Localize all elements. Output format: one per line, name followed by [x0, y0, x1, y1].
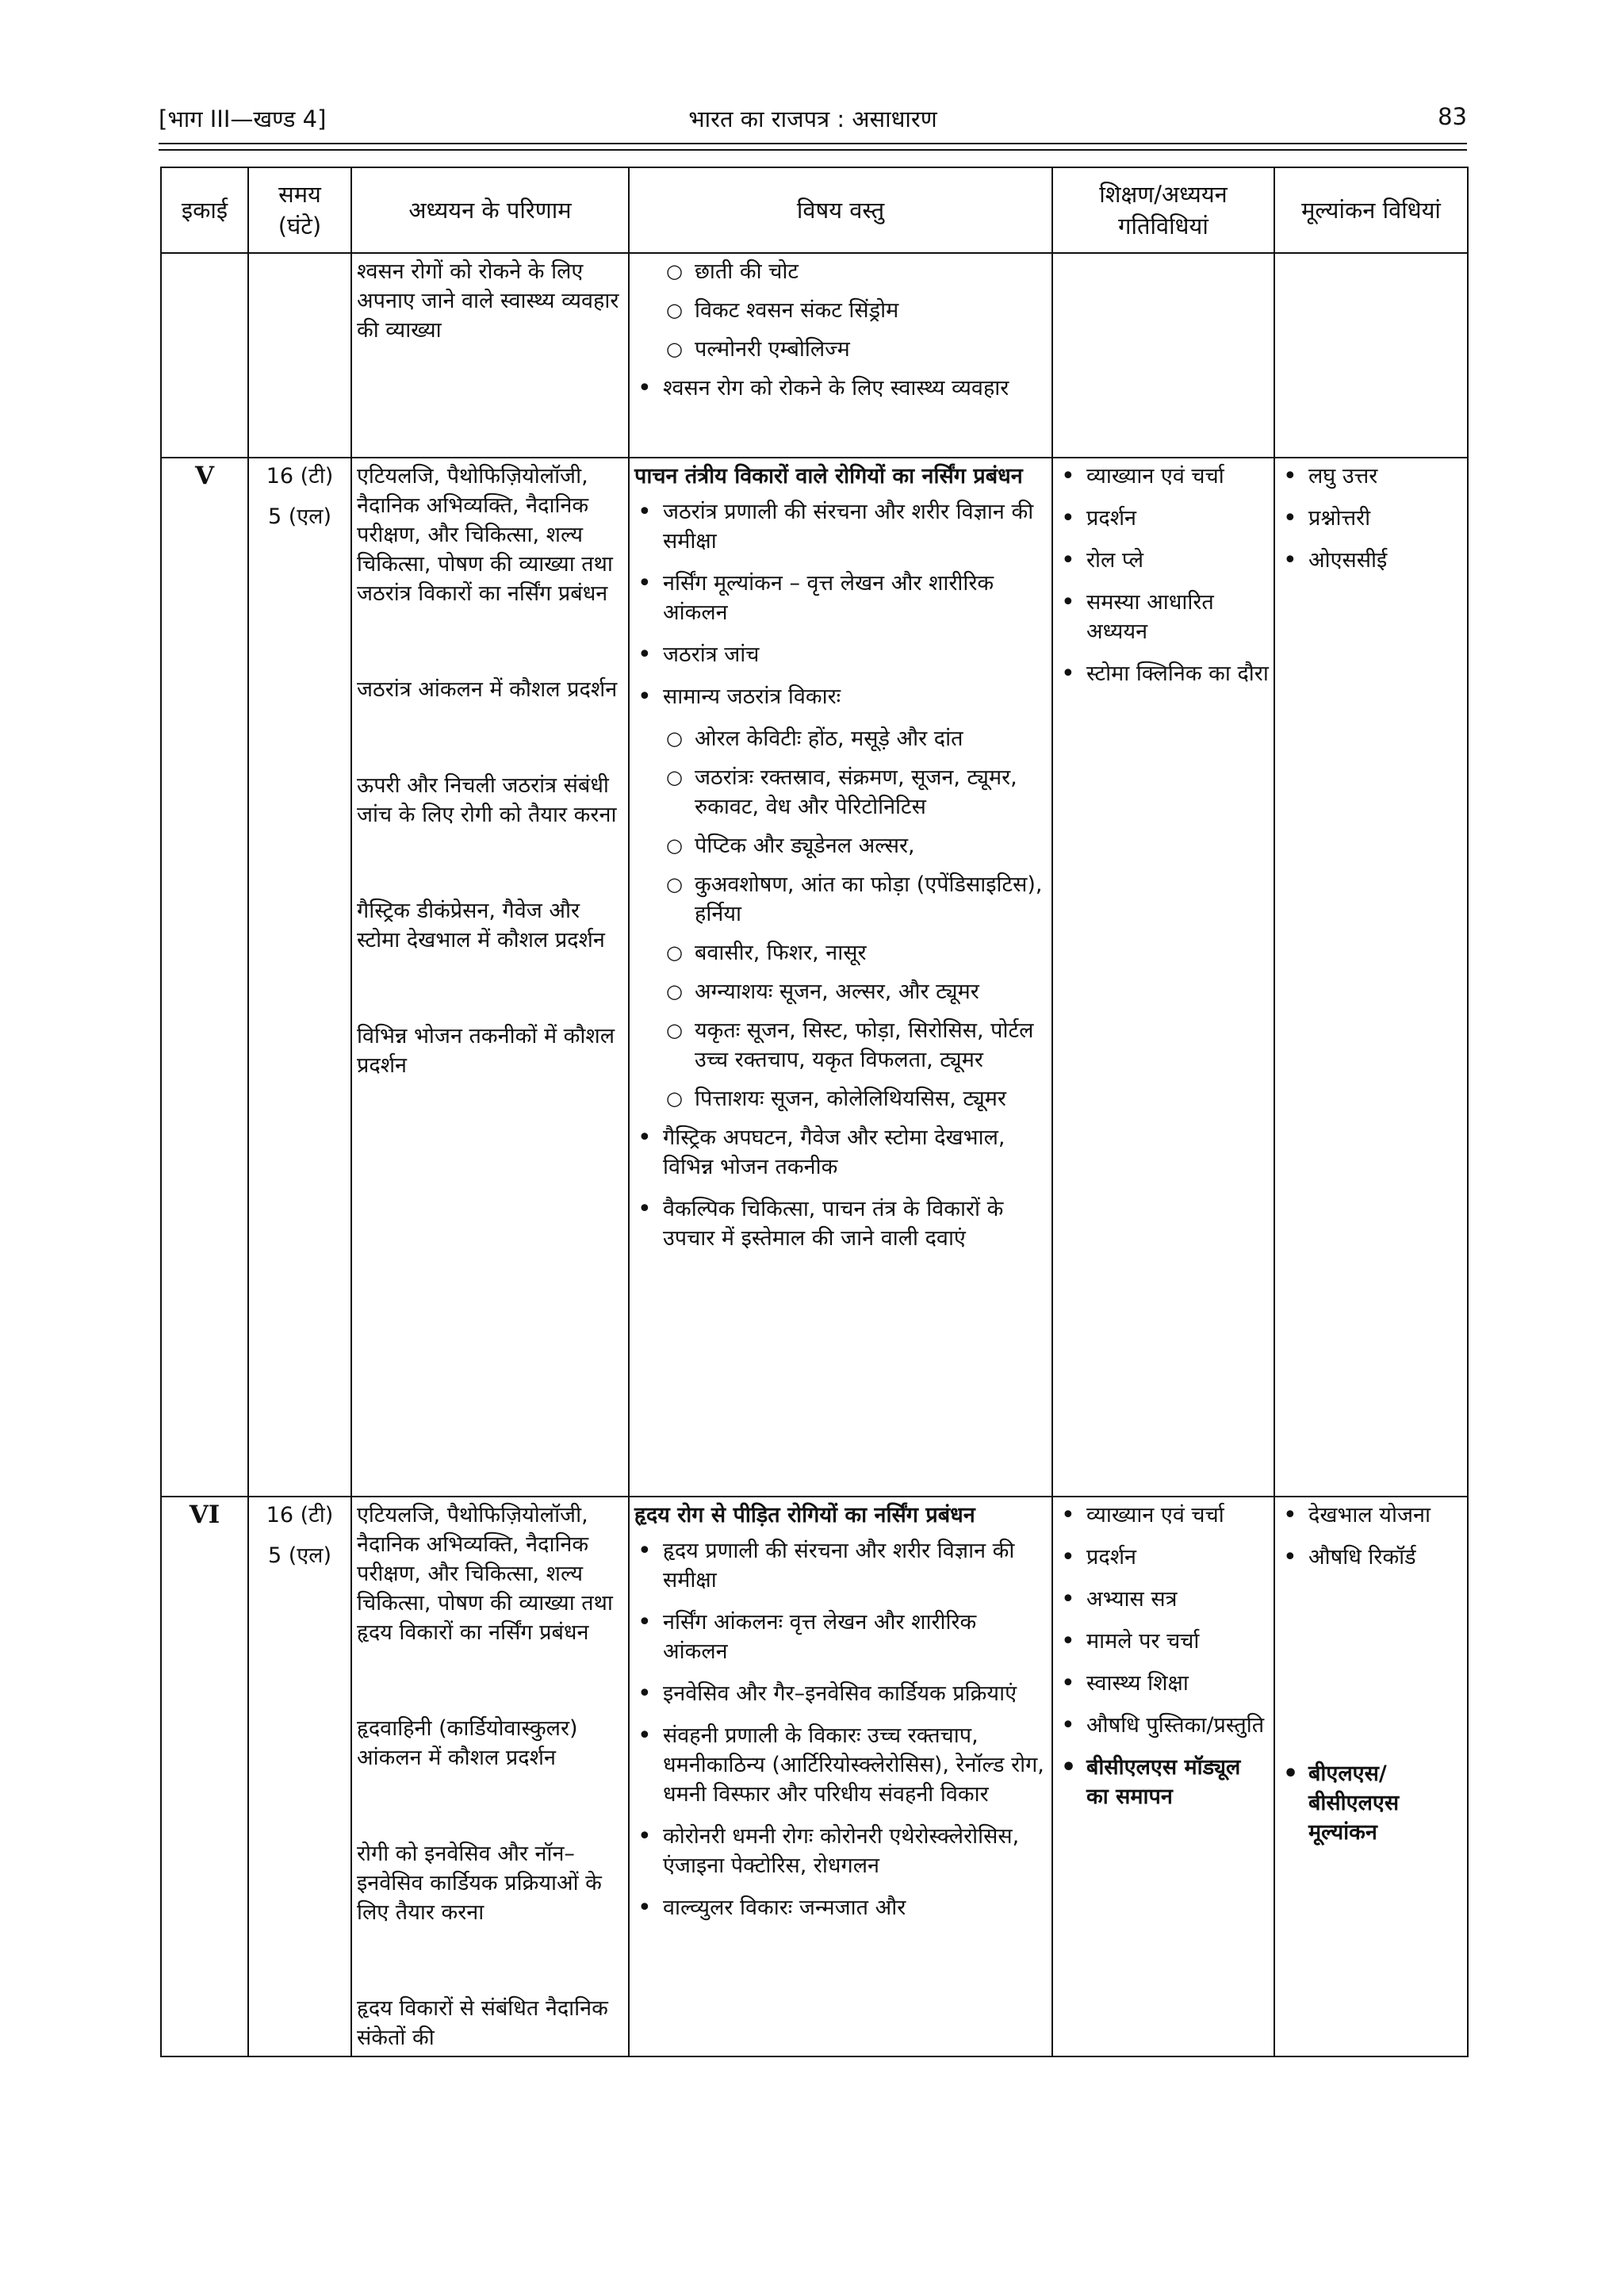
theory-hours: 16 (टी) [266, 464, 334, 489]
outcomes-cell [351, 1497, 629, 2056]
column-header-activities: शिक्षण/अध्ययन गतिविधियां [1052, 167, 1274, 253]
unit-cell: V [161, 458, 248, 1497]
page-header [159, 103, 1467, 138]
list-item: • जठरांत्र प्रणाली की संरचना और शरीर विज्ञान की समीक्षा [634, 497, 1047, 556]
outcomes-cell [351, 253, 629, 458]
outcome-text: हृदय विकारों से संबंधित नैदानिक संकेतों की [357, 1996, 608, 2050]
gazette-title: भारत का राजपत्र : असाधारण [688, 105, 937, 132]
content-list [634, 1123, 1047, 1253]
lab-hours: 5 (एल) [267, 1543, 332, 1568]
list-item: • ओएससीई [1280, 546, 1462, 575]
list-item: ○ बवासीर, फिशर, नासूर [634, 938, 1047, 968]
list-item: • बीसीएलएस मॉड्यूल का समापन [1058, 1753, 1269, 1811]
header-rule-bottom [159, 149, 1467, 151]
list-item: ○ कुअवशोषण, आंत का फोड़ा (एपेंडिसाइटिस), हर्निया [634, 870, 1047, 929]
evaluation-list [1280, 1501, 1462, 1847]
lab-hours: 5 (एल) [267, 504, 332, 529]
list-item: • मामले पर चर्चा [1058, 1627, 1269, 1656]
activities-list [1058, 462, 1269, 688]
content-cell [629, 1497, 1052, 2056]
list-item: • सामान्य जठरांत्र विकारः [634, 682, 1047, 711]
table-row [161, 1497, 1468, 2056]
list-item: • समस्या आधारित अध्ययन [1058, 588, 1269, 646]
outcome-text: एटियलजि, पैथोफिज़ियोलॉजी, नैदानिक अभिव्यक्ति, नैदानिक परीक्षण, और चिकित्सा, शल्य चिकित्सा, पोषण की व्याख्या तथा हृदय विकारों का नर्सिंग प्रबंधन [357, 1503, 613, 1645]
list-item: • श्वसन रोग को रोकने के लिए स्वास्थ्य व्यवहार [634, 374, 1047, 403]
list-item: • जठरांत्र जांच [634, 640, 1047, 669]
list-item: ○ छाती की चोट [634, 257, 1047, 286]
list-item: ○ जठरांत्रः रक्तस्राव, संक्रमण, सूजन, ट्यूमर, रुकावट, वेध और पेरिटोनिटिस [634, 763, 1047, 822]
unit-cell [161, 253, 248, 458]
content-heading: पाचन तंत्रीय विकारों वाले रोगियों का नर्सिंग प्रबंधन [634, 464, 1023, 489]
list-item: • देखभाल योजना [1280, 1501, 1462, 1530]
list-item: • नर्सिंग आंकलनः वृत्त लेखन और शारीरिक आंकलन [634, 1608, 1047, 1666]
column-header-evaluation: मूल्यांकन विधियां [1274, 167, 1468, 253]
list-item: • बीएलएस/ बीसीएलएस मूल्यांकन [1280, 1759, 1462, 1847]
syllabus-table [160, 167, 1469, 2057]
list-item: ○ विकट श्वसन संकट सिंड्रोम [634, 296, 1047, 325]
time-cell [248, 458, 351, 1497]
outcome-text: गैस्ट्रिक डीकंप्रेसन, गैवेज और स्टोमा देखभाल में कौशल प्रदर्शन [357, 899, 605, 953]
list-item: ○ ओरल केविटीः होंठ, मसूड़े और दांत [634, 724, 1047, 753]
column-header-outcomes: अध्ययन के परिणाम [351, 167, 629, 253]
evaluation-cell [1274, 1497, 1468, 2056]
list-item: ○ पित्ताशयः सूजन, कोलेलिथियसिस, ट्यूमर [634, 1084, 1047, 1114]
list-item: • अभ्यास सत्र [1058, 1585, 1269, 1614]
theory-hours: 16 (टी) [266, 1503, 334, 1527]
list-item: • व्याख्यान एवं चर्चा [1058, 462, 1269, 491]
outcome-text: एटियलजि, पैथोफिज़ियोलॉजी, नैदानिक अभिव्यक्ति, नैदानिक परीक्षण, और चिकित्सा, शल्य चिकित्सा, पोषण की व्याख्या तथा जठरांत्र विकारों का नर्सिंग प्रबंधन [357, 464, 613, 606]
list-item: • प्रश्नोत्तरी [1280, 504, 1462, 533]
content-cell [629, 458, 1052, 1497]
list-item: ○ पेप्टिक और ड्यूडेनल अल्सर, [634, 831, 1047, 861]
outcome-text: हृदवाहिनी (कार्डियोवास्कुलर) आंकलन में कौशल प्रदर्शन [357, 1716, 578, 1770]
content-cell [629, 253, 1052, 458]
outcome-text: जठरांत्र आंकलन में कौशल प्रदर्शन [357, 677, 618, 702]
activities-cell [1052, 253, 1274, 458]
time-cell [248, 1497, 351, 2056]
list-item: • हृदय प्रणाली की संरचना और शरीर विज्ञान की समीक्षा [634, 1536, 1047, 1595]
content-sublist [634, 257, 1047, 364]
list-item: • औषधि पुस्तिका/प्रस्तुति [1058, 1711, 1269, 1740]
list-item: • संवहनी प्रणाली के विकारः उच्च रक्तचाप, धमनीकाठिन्य (आर्टिरियोस्क्लेरोसिस), रेनॉल्ड रोग, धमनी विस्फार और परिधीय संवहनी विकार [634, 1721, 1047, 1809]
part-section-label: [भाग III—खण्ड 4] [159, 105, 327, 132]
activities-cell [1052, 458, 1274, 1497]
content-sublist [634, 724, 1047, 1114]
column-header-content: विषय वस्तु [629, 167, 1052, 253]
list-item: • प्रदर्शन [1058, 1543, 1269, 1572]
evaluation-cell [1274, 253, 1468, 458]
evaluation-list [1280, 462, 1462, 575]
list-item: • प्रदर्शन [1058, 504, 1269, 533]
column-header-unit: इकाई [161, 167, 248, 253]
list-item: ○ यकृतः सूजन, सिस्ट, फोड़ा, सिरोसिस, पोर्टल उच्च रक्तचाप, यकृत विफलता, ट्यूमर [634, 1016, 1047, 1075]
list-item: • वाल्व्युलर विकारः जन्मजात और [634, 1893, 1047, 1922]
evaluation-cell [1274, 458, 1468, 1497]
time-cell [248, 253, 351, 458]
page-number: 83 [1438, 103, 1467, 130]
list-item: • व्याख्यान एवं चर्चा [1058, 1501, 1269, 1530]
list-item: • लघु उत्तर [1280, 462, 1462, 491]
list-item: • कोरोनरी धमनी रोगः कोरोनरी एथेरोस्क्लेरोसिस, एंजाइना पेक्टोरिस, रोधगलन [634, 1822, 1047, 1880]
list-item: • स्टोमा क्लिनिक का दौरा [1058, 659, 1269, 688]
list-item: • रोल प्ले [1058, 546, 1269, 575]
activities-cell [1052, 1497, 1274, 2056]
list-item: • वैकल्पिक चिकित्सा, पाचन तंत्र के विकारों के उपचार में इस्तेमाल की जाने वाली दवाएं [634, 1194, 1047, 1253]
list-item: ○ अग्न्याशयः सूजन, अल्सर, और ट्यूमर [634, 977, 1047, 1006]
outcome-text: श्वसन रोगों को रोकने के लिए अपनाए जाने वाले स्वास्थ्य व्यवहार की व्याख्या [357, 259, 619, 343]
list-item: • नर्सिंग मूल्यांकन – वृत्त लेखन और शारीरिक आंकलन [634, 569, 1047, 627]
table-header-row [161, 167, 1468, 253]
content-list [634, 374, 1047, 403]
list-item: • इनवेसिव और गैर–इनवेसिव कार्डियक प्रक्रियाएं [634, 1679, 1047, 1708]
outcomes-cell [351, 458, 629, 1497]
table-row [161, 458, 1468, 1497]
list-item: ○ पल्मोनरी एम्बोलिज्म [634, 335, 1047, 364]
outcome-text: विभिन्न भोजन तकनीकों में कौशल प्रदर्शन [357, 1024, 615, 1078]
list-item: • स्वास्थ्य शिक्षा [1058, 1669, 1269, 1698]
activities-list [1058, 1501, 1269, 1811]
header-rule-top [159, 143, 1467, 144]
list-item: • गैस्ट्रिक अपघटन, गैवेज और स्टोमा देखभाल, विभिन्न भोजन तकनीक [634, 1123, 1047, 1182]
content-list [634, 1536, 1047, 1922]
list-item: • औषधि रिकॉर्ड [1280, 1543, 1462, 1572]
outcome-text: रोगी को इनवेसिव और नॉन–इनवेसिव कार्डियक प्रक्रियाओं के लिए तैयार करना [357, 1842, 602, 1925]
content-heading: हृदय रोग से पीड़ित रोगियों का नर्सिंग प्रबंधन [634, 1503, 975, 1527]
content-list [634, 497, 1047, 711]
outcome-text: ऊपरी और निचली जठरांत्र संबंधी जांच के लिए रोगी को तैयार करना [357, 773, 617, 827]
column-header-time: समय (घंटे) [248, 167, 351, 253]
table-row [161, 253, 1468, 458]
unit-cell: VI [161, 1497, 248, 2056]
